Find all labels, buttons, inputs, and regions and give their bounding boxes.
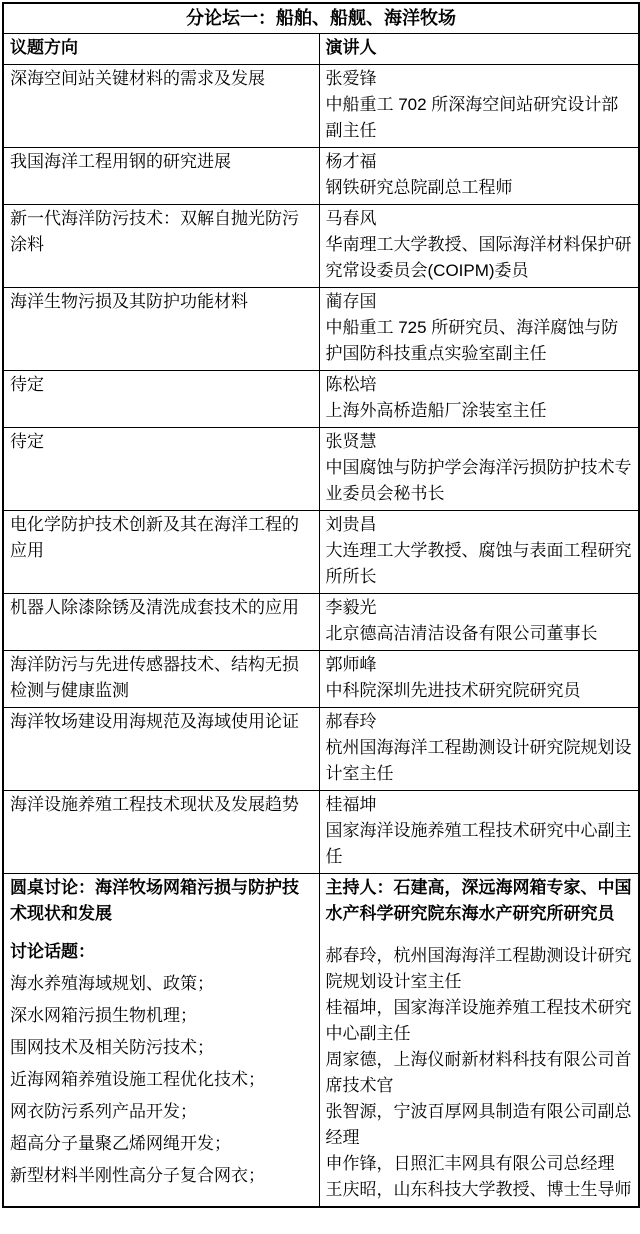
speaker-name: 张爱锋 bbox=[325, 69, 377, 88]
roundtable-participant: 申作锋，日照汇丰网具有限公司总经理 bbox=[325, 1154, 615, 1173]
topic-cell: 海洋防污与先进传感器技术、结构无损检测与健康监测 bbox=[3, 651, 319, 708]
agenda-row bbox=[3, 205, 639, 288]
roundtable-topic-item: 近海网箱养殖设施工程优化技术； bbox=[10, 1070, 265, 1089]
agenda-row bbox=[3, 288, 639, 371]
speaker-name: 郝春玲 bbox=[325, 712, 377, 731]
speaker-name: 杨才福 bbox=[325, 152, 377, 171]
speaker-name: 张贤慧 bbox=[325, 432, 377, 451]
agenda-row bbox=[3, 791, 639, 874]
speaker-name: 陈松培 bbox=[325, 375, 377, 394]
speaker-cell bbox=[319, 708, 639, 791]
topic-cell: 深海空间站关键材料的需求及发展 bbox=[3, 65, 319, 148]
title-row bbox=[3, 3, 639, 34]
agenda-row bbox=[3, 428, 639, 511]
speaker-column-header: 演讲人 bbox=[319, 34, 639, 65]
roundtable-topic-item: 新型材料半刚性高分子复合网衣； bbox=[10, 1166, 265, 1185]
speaker-name: 蔺存国 bbox=[325, 292, 377, 311]
speaker-affiliation: 大连理工大学教授、腐蚀与表面工程研究所所长 bbox=[325, 541, 632, 586]
roundtable-topic-item: 围网技术及相关防污技术； bbox=[10, 1038, 214, 1057]
speaker-affiliation: 杭州国海海洋工程勘测设计研究院规划设计室主任 bbox=[325, 738, 632, 783]
topic-cell: 海洋生物污损及其防护功能材料 bbox=[3, 288, 319, 371]
agenda-row bbox=[3, 371, 639, 428]
speaker-affiliation: 北京德高洁清洁设备有限公司董事长 bbox=[325, 624, 598, 643]
speaker-affiliation: 中科院深圳先进技术研究院研究员 bbox=[325, 681, 581, 700]
agenda-row bbox=[3, 65, 639, 148]
speaker-affiliation: 华南理工大学教授、国际海洋材料保护研究常设委员会(COIPM)委员 bbox=[325, 235, 632, 280]
roundtable-topic-item: 网衣防污系列产品开发； bbox=[10, 1102, 197, 1121]
speaker-cell bbox=[319, 594, 639, 651]
roundtable-row bbox=[3, 874, 639, 1208]
speaker-name: 郭师峰 bbox=[325, 655, 377, 674]
speaker-affiliation: 中国腐蚀与防护学会海洋污损防护技术专业委员会秘书长 bbox=[325, 458, 632, 503]
speaker-name: 李毅光 bbox=[325, 598, 377, 617]
roundtable-participant: 王庆昭，山东科技大学教授、博士生导师 bbox=[325, 1180, 632, 1199]
speaker-affiliation: 钢铁研究总院副总工程师 bbox=[325, 178, 513, 197]
roundtable-topics-label: 讨论话题： bbox=[10, 942, 95, 961]
speaker-name: 马春风 bbox=[325, 209, 377, 228]
speaker-cell bbox=[319, 148, 639, 205]
agenda-row bbox=[3, 594, 639, 651]
topic-cell: 新一代海洋防污技术：双解自抛光防污涂料 bbox=[3, 205, 319, 288]
agenda-row bbox=[3, 148, 639, 205]
speaker-cell bbox=[319, 288, 639, 371]
topic-cell: 我国海洋工程用钢的研究进展 bbox=[3, 148, 319, 205]
topic-cell: 电化学防护技术创新及其在海洋工程的应用 bbox=[3, 511, 319, 594]
speaker-cell bbox=[319, 205, 639, 288]
roundtable-participant: 郝春玲，杭州国海海洋工程勘测设计研究院规划设计室主任 bbox=[325, 946, 632, 991]
speaker-name: 桂福坤 bbox=[325, 795, 377, 814]
speaker-affiliation: 中船重工 725 所研究员、海洋腐蚀与防护国防科技重点实验室副主任 bbox=[325, 318, 619, 363]
speaker-cell bbox=[319, 651, 639, 708]
roundtable-people-cell bbox=[319, 874, 639, 1208]
topic-cell: 海洋设施养殖工程技术现状及发展趋势 bbox=[3, 791, 319, 874]
roundtable-topic-item: 海水养殖海域规划、政策； bbox=[10, 974, 214, 993]
roundtable-topic-item: 超高分子量聚乙烯网绳开发； bbox=[10, 1134, 231, 1153]
agenda-row bbox=[3, 511, 639, 594]
speaker-cell bbox=[319, 791, 639, 874]
roundtable-participant: 张智源，宁波百厚网具制造有限公司副总经理 bbox=[325, 1102, 632, 1147]
roundtable-topic-item: 深水网箱污损生物机理； bbox=[10, 1006, 197, 1025]
topic-cell: 待定 bbox=[3, 371, 319, 428]
roundtable-participant: 桂福坤，国家海洋设施养殖工程技术研究中心副主任 bbox=[325, 998, 632, 1043]
speaker-affiliation: 上海外高桥造船厂涂装室主任 bbox=[325, 401, 547, 420]
agenda-row bbox=[3, 708, 639, 791]
speaker-cell bbox=[319, 65, 639, 148]
speaker-name: 刘贵昌 bbox=[325, 515, 377, 534]
speaker-cell bbox=[319, 511, 639, 594]
topic-cell: 机器人除漆除锈及清洗成套技术的应用 bbox=[3, 594, 319, 651]
table-title: 分论坛一：船舶、船舰、海洋牧场 bbox=[3, 3, 639, 34]
topic-cell: 海洋牧场建设用海规范及海域使用论证 bbox=[3, 708, 319, 791]
roundtable-moderator: 主持人：石建高，深远海网箱专家、中国水产科学研究院东海水产研究所研究员 bbox=[325, 878, 632, 923]
topic-cell: 待定 bbox=[3, 428, 319, 511]
speaker-affiliation: 国家海洋设施养殖工程技术研究中心副主任 bbox=[325, 821, 632, 866]
header-row bbox=[3, 34, 639, 65]
agenda-row bbox=[3, 651, 639, 708]
speaker-cell bbox=[319, 371, 639, 428]
forum-agenda-table bbox=[2, 2, 640, 1208]
roundtable-heading: 圆桌讨论：海洋牧场网箱污损与防护技术现状和发展 bbox=[10, 878, 299, 923]
topic-column-header: 议题方向 bbox=[3, 34, 319, 65]
speaker-affiliation: 中船重工 702 所深海空间站研究设计部副主任 bbox=[325, 95, 619, 140]
roundtable-participant: 周家德，上海仪耐新材料科技有限公司首席技术官 bbox=[325, 1050, 632, 1095]
speaker-cell bbox=[319, 428, 639, 511]
roundtable-topics-cell bbox=[3, 874, 319, 1208]
